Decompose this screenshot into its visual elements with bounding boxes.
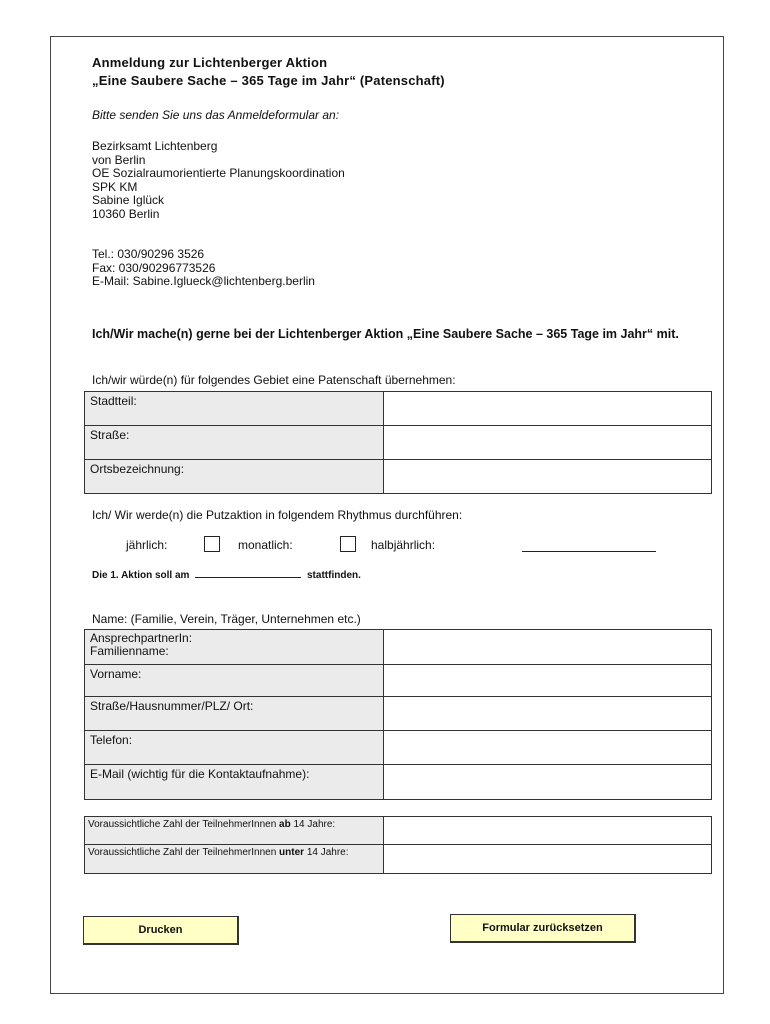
ortsbezeichnung-cell [384,460,712,494]
strasse-cell [384,426,712,460]
under14-cell [384,845,712,874]
under14-prefix: Voraussichtliche Zahl der TeilnehmerInnen [88,847,280,858]
vorname-cell [384,665,712,697]
contact-fax: Fax: 030/90296773526 [92,260,216,275]
participants-table [84,816,712,874]
table-row [85,817,712,845]
address-line: SPK KM [92,179,138,194]
table-row [85,665,712,697]
aktion-sentence [92,568,361,581]
ansprechpartner-label [85,630,384,665]
vorname-input[interactable] [384,665,711,695]
adresse-input[interactable] [384,697,711,729]
table-row [85,460,712,494]
area-intro: Ich/wir würde(n) für folgendes Gebiet eine Patenschaft übernehmen: [92,373,456,387]
person-table [84,629,712,800]
aktion-date-field[interactable] [195,568,301,578]
rhythm-other-field[interactable] [522,551,656,552]
telefon-input[interactable] [384,731,711,763]
table-row [85,630,712,665]
familienname-text: Familienname: [90,644,169,658]
under14-bold: unter [279,847,305,858]
strasse-input[interactable] [384,426,711,458]
ortsbezeichnung-label: Ortsbezeichnung: [85,460,384,494]
address-line: Sabine Iglück [92,193,165,208]
participation-statement: Ich/Wir mache(n) gerne bei der Lichtenberger Aktion „Eine Saubere Sache – 365 Tage im Jahr“ mit. [92,327,679,341]
monthly-label: monatlich: [238,538,293,552]
table-row [85,426,712,460]
email-cell [384,765,712,800]
stadtteil-input[interactable] [384,392,711,424]
over14-prefix: Voraussichtliche Zahl der TeilnehmerInnen [88,819,280,830]
yearly-label: jährlich: [126,538,168,552]
email-label: E-Mail (wichtig für die Kontaktaufnahme): [85,765,384,800]
address-line: Bezirksamt Lichtenberg [92,139,218,153]
table-row [85,731,712,765]
monthly-checkbox[interactable] [340,536,356,552]
contact-block [92,248,315,289]
address-line: von Berlin [92,152,146,167]
area-table [84,391,712,494]
aktion-suffix: stattfinden. [307,570,361,581]
over14-input[interactable] [384,817,711,843]
contact-tel: Tel.: 030/90296 3526 [92,247,205,261]
halfyearly-label: halbjährlich: [371,538,436,552]
table-row [85,845,712,874]
adresse-label: Straße/Hausnummer/PLZ/ Ort: [85,697,384,731]
vorname-label: Vorname: [85,665,384,697]
familienname-input[interactable] [384,630,711,663]
aktion-prefix: Die 1. Aktion soll am [92,570,190,581]
contact-email: E-Mail: Sabine.Iglueck@lichtenberg.berlin [92,274,315,289]
stadtteil-cell [384,392,712,426]
table-row [85,765,712,800]
title-line-2: „Eine Saubere Sache – 365 Tage im Jahr“ (Patenschaft) [92,73,445,88]
under14-input[interactable] [384,845,711,872]
over14-cell [384,817,712,845]
over14-suffix: 14 Jahre: [290,819,336,830]
rhythm-intro: Ich/ Wir werde(n) die Putzaktion in folgendem Rhythmus durchführen: [92,508,463,522]
telefon-label: Telefon: [85,731,384,765]
email-input[interactable] [384,765,711,798]
over14-bold: ab [279,819,291,830]
telefon-cell [384,731,712,765]
under14-suffix: 14 Jahre: [304,847,349,858]
ansprechpartner-text: AnsprechpartnerIn: [90,631,193,645]
ortsbezeichnung-input[interactable] [384,460,711,492]
adresse-cell [384,697,712,731]
person-intro: Name: (Familie, Verein, Träger, Unternehmen etc.) [92,612,361,626]
intro-text: Bitte senden Sie uns das Anmeldeformular an: [92,108,340,122]
table-row [85,392,712,426]
yearly-checkbox[interactable] [204,536,220,552]
address-line: OE Sozialraumorientierte Planungskoordination [92,166,345,181]
address-block [92,140,345,222]
familienname-cell [384,630,712,665]
title-line-1: Anmeldung zur Lichtenberger Aktion [92,55,328,70]
under14-label [85,845,384,874]
over14-label [85,817,384,845]
address-line: 10360 Berlin [92,206,160,221]
strasse-label: Straße: [85,426,384,460]
reset-form-button[interactable]: Formular zurücksetzen [450,914,636,943]
print-button[interactable]: Drucken [83,916,239,945]
table-row [85,697,712,731]
stadtteil-label: Stadtteil: [85,392,384,426]
